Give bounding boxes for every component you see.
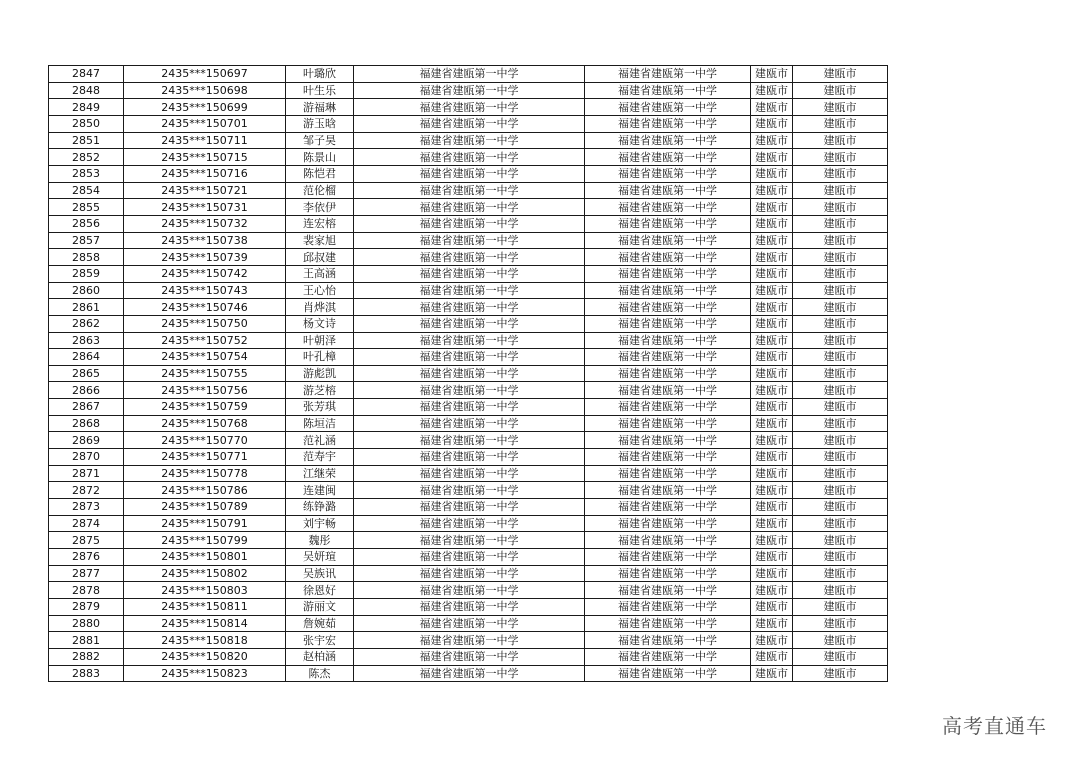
cell-city-a: 建瓯市 [751, 82, 793, 99]
cell-city-a: 建瓯市 [751, 149, 793, 166]
table-row [49, 415, 888, 432]
cell-city-a: 建瓯市 [751, 349, 793, 366]
cell-id: 2435***150698 [124, 82, 286, 99]
cell-city-b: 建瓯市 [793, 365, 888, 382]
cell-id: 2435***150778 [124, 465, 286, 482]
records-body [49, 66, 888, 682]
cell-city-b: 建瓯市 [793, 132, 888, 149]
table-row [49, 299, 888, 316]
cell-city-b: 建瓯市 [793, 565, 888, 582]
cell-name: 游芝榕 [286, 382, 354, 399]
cell-school-a: 福建省建瓯第一中学 [354, 115, 585, 132]
cell-school-b: 福建省建瓯第一中学 [585, 632, 751, 649]
cell-id: 2435***150754 [124, 349, 286, 366]
cell-id: 2435***150731 [124, 199, 286, 216]
cell-seq: 2855 [49, 199, 124, 216]
cell-school-a: 福建省建瓯第一中学 [354, 199, 585, 216]
table-row [49, 515, 888, 532]
cell-seq: 2874 [49, 515, 124, 532]
cell-city-b: 建瓯市 [793, 432, 888, 449]
cell-city-b: 建瓯市 [793, 149, 888, 166]
cell-name: 邱叔建 [286, 249, 354, 266]
cell-city-a: 建瓯市 [751, 265, 793, 282]
cell-school-b: 福建省建瓯第一中学 [585, 449, 751, 466]
cell-name: 叶孔樟 [286, 349, 354, 366]
table-row [49, 615, 888, 632]
cell-seq: 2873 [49, 499, 124, 516]
cell-seq: 2859 [49, 265, 124, 282]
cell-school-a: 福建省建瓯第一中学 [354, 465, 585, 482]
cell-id: 2435***150768 [124, 415, 286, 432]
cell-id: 2435***150711 [124, 132, 286, 149]
cell-id: 2435***150786 [124, 482, 286, 499]
cell-school-b: 福建省建瓯第一中学 [585, 115, 751, 132]
cell-seq: 2848 [49, 82, 124, 99]
cell-name: 叶璐欣 [286, 66, 354, 83]
cell-school-b: 福建省建瓯第一中学 [585, 282, 751, 299]
cell-school-a: 福建省建瓯第一中学 [354, 299, 585, 316]
table-row [49, 665, 888, 682]
table-row [49, 282, 888, 299]
cell-city-b: 建瓯市 [793, 165, 888, 182]
cell-seq: 2849 [49, 99, 124, 116]
cell-city-a: 建瓯市 [751, 482, 793, 499]
cell-school-a: 福建省建瓯第一中学 [354, 315, 585, 332]
cell-school-a: 福建省建瓯第一中学 [354, 249, 585, 266]
cell-school-b: 福建省建瓯第一中学 [585, 349, 751, 366]
cell-school-b: 福建省建瓯第一中学 [585, 465, 751, 482]
cell-school-a: 福建省建瓯第一中学 [354, 432, 585, 449]
cell-school-b: 福建省建瓯第一中学 [585, 215, 751, 232]
cell-school-a: 福建省建瓯第一中学 [354, 615, 585, 632]
table-row [49, 382, 888, 399]
cell-school-b: 福建省建瓯第一中学 [585, 565, 751, 582]
cell-id: 2435***150738 [124, 232, 286, 249]
cell-school-b: 福建省建瓯第一中学 [585, 415, 751, 432]
cell-name: 裴家旭 [286, 232, 354, 249]
table-row [49, 215, 888, 232]
cell-city-b: 建瓯市 [793, 115, 888, 132]
cell-name: 叶朝泽 [286, 332, 354, 349]
table-row [49, 582, 888, 599]
cell-school-b: 福建省建瓯第一中学 [585, 499, 751, 516]
cell-seq: 2875 [49, 532, 124, 549]
cell-city-a: 建瓯市 [751, 66, 793, 83]
cell-school-b: 福建省建瓯第一中学 [585, 549, 751, 566]
table-row [49, 149, 888, 166]
cell-seq: 2877 [49, 565, 124, 582]
cell-city-b: 建瓯市 [793, 215, 888, 232]
cell-city-a: 建瓯市 [751, 415, 793, 432]
cell-id: 2435***150715 [124, 149, 286, 166]
cell-school-a: 福建省建瓯第一中学 [354, 365, 585, 382]
cell-seq: 2854 [49, 182, 124, 199]
cell-id: 2435***150716 [124, 165, 286, 182]
cell-city-b: 建瓯市 [793, 182, 888, 199]
cell-city-b: 建瓯市 [793, 349, 888, 366]
cell-seq: 2853 [49, 165, 124, 182]
cell-city-b: 建瓯市 [793, 315, 888, 332]
cell-city-a: 建瓯市 [751, 648, 793, 665]
cell-school-b: 福建省建瓯第一中学 [585, 648, 751, 665]
cell-name: 连建闽 [286, 482, 354, 499]
cell-city-b: 建瓯市 [793, 66, 888, 83]
cell-school-a: 福建省建瓯第一中学 [354, 349, 585, 366]
cell-school-b: 福建省建瓯第一中学 [585, 382, 751, 399]
cell-city-a: 建瓯市 [751, 249, 793, 266]
cell-city-b: 建瓯市 [793, 282, 888, 299]
cell-seq: 2872 [49, 482, 124, 499]
cell-city-a: 建瓯市 [751, 132, 793, 149]
cell-name: 范伦榴 [286, 182, 354, 199]
cell-city-b: 建瓯市 [793, 532, 888, 549]
cell-seq: 2858 [49, 249, 124, 266]
cell-school-b: 福建省建瓯第一中学 [585, 615, 751, 632]
table-row [49, 648, 888, 665]
cell-name: 王高涵 [286, 265, 354, 282]
cell-city-a: 建瓯市 [751, 499, 793, 516]
cell-city-b: 建瓯市 [793, 332, 888, 349]
cell-city-a: 建瓯市 [751, 365, 793, 382]
cell-school-a: 福建省建瓯第一中学 [354, 632, 585, 649]
cell-id: 2435***150820 [124, 648, 286, 665]
table-row [49, 99, 888, 116]
cell-city-b: 建瓯市 [793, 415, 888, 432]
cell-name: 游丽文 [286, 599, 354, 616]
table-row [49, 532, 888, 549]
cell-city-b: 建瓯市 [793, 515, 888, 532]
cell-school-b: 福建省建瓯第一中学 [585, 199, 751, 216]
cell-city-b: 建瓯市 [793, 382, 888, 399]
cell-id: 2435***150789 [124, 499, 286, 516]
cell-name: 吴妍瑄 [286, 549, 354, 566]
cell-seq: 2868 [49, 415, 124, 432]
table-row [49, 549, 888, 566]
cell-city-b: 建瓯市 [793, 599, 888, 616]
cell-school-b: 福建省建瓯第一中学 [585, 515, 751, 532]
cell-city-a: 建瓯市 [751, 515, 793, 532]
cell-school-a: 福建省建瓯第一中学 [354, 582, 585, 599]
cell-city-a: 建瓯市 [751, 382, 793, 399]
cell-city-a: 建瓯市 [751, 399, 793, 416]
cell-school-b: 福建省建瓯第一中学 [585, 165, 751, 182]
cell-seq: 2871 [49, 465, 124, 482]
cell-id: 2435***150699 [124, 99, 286, 116]
cell-city-a: 建瓯市 [751, 615, 793, 632]
cell-seq: 2879 [49, 599, 124, 616]
records-table [48, 65, 888, 682]
table-row [49, 565, 888, 582]
cell-city-a: 建瓯市 [751, 599, 793, 616]
cell-id: 2435***150732 [124, 215, 286, 232]
table-row [49, 132, 888, 149]
cell-city-b: 建瓯市 [793, 582, 888, 599]
cell-seq: 2881 [49, 632, 124, 649]
cell-id: 2435***150801 [124, 549, 286, 566]
table-row [49, 332, 888, 349]
cell-seq: 2876 [49, 549, 124, 566]
cell-city-b: 建瓯市 [793, 199, 888, 216]
cell-school-a: 福建省建瓯第一中学 [354, 82, 585, 99]
cell-name: 王心怡 [286, 282, 354, 299]
cell-school-a: 福建省建瓯第一中学 [354, 66, 585, 83]
cell-city-a: 建瓯市 [751, 332, 793, 349]
cell-name: 吴族讯 [286, 565, 354, 582]
cell-city-b: 建瓯市 [793, 615, 888, 632]
cell-name: 李依伊 [286, 199, 354, 216]
table-row [49, 349, 888, 366]
cell-seq: 2862 [49, 315, 124, 332]
cell-name: 范寿宇 [286, 449, 354, 466]
cell-school-a: 福建省建瓯第一中学 [354, 149, 585, 166]
cell-id: 2435***150818 [124, 632, 286, 649]
cell-school-b: 福建省建瓯第一中学 [585, 265, 751, 282]
cell-seq: 2857 [49, 232, 124, 249]
cell-city-b: 建瓯市 [793, 232, 888, 249]
cell-name: 连宏榕 [286, 215, 354, 232]
watermark: 高考直通车 [942, 714, 1047, 738]
cell-name: 邹子昊 [286, 132, 354, 149]
cell-city-a: 建瓯市 [751, 282, 793, 299]
cell-name: 江继荣 [286, 465, 354, 482]
cell-school-b: 福建省建瓯第一中学 [585, 482, 751, 499]
cell-seq: 2856 [49, 215, 124, 232]
cell-school-a: 福建省建瓯第一中学 [354, 515, 585, 532]
cell-name: 徐恩好 [286, 582, 354, 599]
cell-school-a: 福建省建瓯第一中学 [354, 648, 585, 665]
cell-name: 陈恺君 [286, 165, 354, 182]
cell-city-a: 建瓯市 [751, 549, 793, 566]
cell-school-b: 福建省建瓯第一中学 [585, 299, 751, 316]
cell-name: 魏彤 [286, 532, 354, 549]
cell-school-a: 福建省建瓯第一中学 [354, 282, 585, 299]
table-row [49, 66, 888, 83]
cell-school-b: 福建省建瓯第一中学 [585, 665, 751, 682]
cell-id: 2435***150739 [124, 249, 286, 266]
cell-city-a: 建瓯市 [751, 182, 793, 199]
cell-school-a: 福建省建瓯第一中学 [354, 332, 585, 349]
table-row [49, 499, 888, 516]
cell-school-a: 福建省建瓯第一中学 [354, 599, 585, 616]
cell-city-a: 建瓯市 [751, 215, 793, 232]
table-row [49, 82, 888, 99]
cell-id: 2435***150756 [124, 382, 286, 399]
cell-city-a: 建瓯市 [751, 315, 793, 332]
cell-city-a: 建瓯市 [751, 532, 793, 549]
cell-name: 游玉晗 [286, 115, 354, 132]
cell-city-b: 建瓯市 [793, 82, 888, 99]
cell-id: 2435***150742 [124, 265, 286, 282]
table-row [49, 599, 888, 616]
cell-name: 范礼涵 [286, 432, 354, 449]
cell-city-a: 建瓯市 [751, 665, 793, 682]
cell-id: 2435***150770 [124, 432, 286, 449]
cell-id: 2435***150750 [124, 315, 286, 332]
cell-city-b: 建瓯市 [793, 499, 888, 516]
cell-city-b: 建瓯市 [793, 249, 888, 266]
cell-school-a: 福建省建瓯第一中学 [354, 382, 585, 399]
table-row [49, 165, 888, 182]
cell-seq: 2847 [49, 66, 124, 83]
cell-school-b: 福建省建瓯第一中学 [585, 365, 751, 382]
cell-id: 2435***150803 [124, 582, 286, 599]
cell-school-b: 福建省建瓯第一中学 [585, 66, 751, 83]
cell-id: 2435***150746 [124, 299, 286, 316]
cell-school-b: 福建省建瓯第一中学 [585, 315, 751, 332]
cell-school-b: 福建省建瓯第一中学 [585, 99, 751, 116]
cell-name: 陈景山 [286, 149, 354, 166]
cell-city-a: 建瓯市 [751, 582, 793, 599]
cell-school-b: 福建省建瓯第一中学 [585, 82, 751, 99]
table-row [49, 399, 888, 416]
cell-school-b: 福建省建瓯第一中学 [585, 532, 751, 549]
cell-name: 叶生乐 [286, 82, 354, 99]
cell-name: 刘宇畅 [286, 515, 354, 532]
cell-city-a: 建瓯市 [751, 199, 793, 216]
cell-name: 张宇宏 [286, 632, 354, 649]
cell-seq: 2869 [49, 432, 124, 449]
cell-id: 2435***150701 [124, 115, 286, 132]
cell-school-a: 福建省建瓯第一中学 [354, 549, 585, 566]
table-row [49, 465, 888, 482]
cell-school-a: 福建省建瓯第一中学 [354, 165, 585, 182]
cell-name: 游彪凯 [286, 365, 354, 382]
cell-name: 詹婉茹 [286, 615, 354, 632]
cell-city-b: 建瓯市 [793, 632, 888, 649]
cell-name: 赵柏涵 [286, 648, 354, 665]
cell-id: 2435***150697 [124, 66, 286, 83]
cell-school-a: 福建省建瓯第一中学 [354, 99, 585, 116]
cell-school-a: 福建省建瓯第一中学 [354, 182, 585, 199]
cell-city-b: 建瓯市 [793, 665, 888, 682]
cell-school-a: 福建省建瓯第一中学 [354, 415, 585, 432]
cell-city-a: 建瓯市 [751, 432, 793, 449]
cell-school-a: 福建省建瓯第一中学 [354, 482, 585, 499]
cell-city-b: 建瓯市 [793, 265, 888, 282]
cell-school-b: 福建省建瓯第一中学 [585, 132, 751, 149]
cell-city-a: 建瓯市 [751, 99, 793, 116]
cell-name: 杨文诗 [286, 315, 354, 332]
cell-seq: 2882 [49, 648, 124, 665]
cell-seq: 2850 [49, 115, 124, 132]
table-row [49, 449, 888, 466]
cell-school-b: 福建省建瓯第一中学 [585, 182, 751, 199]
cell-id: 2435***150799 [124, 532, 286, 549]
cell-id: 2435***150791 [124, 515, 286, 532]
cell-name: 肖烨淇 [286, 299, 354, 316]
cell-name: 张芳琪 [286, 399, 354, 416]
cell-school-b: 福建省建瓯第一中学 [585, 232, 751, 249]
cell-school-a: 福建省建瓯第一中学 [354, 132, 585, 149]
table-row [49, 232, 888, 249]
cell-seq: 2867 [49, 399, 124, 416]
cell-city-a: 建瓯市 [751, 115, 793, 132]
cell-city-b: 建瓯市 [793, 648, 888, 665]
cell-school-a: 福建省建瓯第一中学 [354, 399, 585, 416]
cell-city-b: 建瓯市 [793, 482, 888, 499]
table-row [49, 249, 888, 266]
cell-seq: 2860 [49, 282, 124, 299]
cell-city-b: 建瓯市 [793, 299, 888, 316]
cell-city-b: 建瓯市 [793, 399, 888, 416]
cell-school-a: 福建省建瓯第一中学 [354, 449, 585, 466]
table-row [49, 315, 888, 332]
cell-school-a: 福建省建瓯第一中学 [354, 665, 585, 682]
cell-seq: 2864 [49, 349, 124, 366]
cell-school-a: 福建省建瓯第一中学 [354, 215, 585, 232]
cell-id: 2435***150743 [124, 282, 286, 299]
cell-id: 2435***150814 [124, 615, 286, 632]
cell-school-a: 福建省建瓯第一中学 [354, 532, 585, 549]
cell-name: 陈垣洁 [286, 415, 354, 432]
cell-seq: 2878 [49, 582, 124, 599]
cell-school-b: 福建省建瓯第一中学 [585, 332, 751, 349]
cell-city-b: 建瓯市 [793, 99, 888, 116]
cell-city-a: 建瓯市 [751, 165, 793, 182]
cell-seq: 2852 [49, 149, 124, 166]
cell-school-a: 福建省建瓯第一中学 [354, 232, 585, 249]
cell-seq: 2861 [49, 299, 124, 316]
cell-city-a: 建瓯市 [751, 565, 793, 582]
cell-city-b: 建瓯市 [793, 549, 888, 566]
cell-school-a: 福建省建瓯第一中学 [354, 499, 585, 516]
cell-seq: 2865 [49, 365, 124, 382]
cell-school-b: 福建省建瓯第一中学 [585, 399, 751, 416]
cell-id: 2435***150759 [124, 399, 286, 416]
cell-seq: 2863 [49, 332, 124, 349]
cell-school-b: 福建省建瓯第一中学 [585, 149, 751, 166]
cell-name: 练铮潞 [286, 499, 354, 516]
cell-seq: 2880 [49, 615, 124, 632]
cell-city-a: 建瓯市 [751, 232, 793, 249]
table-row [49, 632, 888, 649]
cell-seq: 2866 [49, 382, 124, 399]
cell-seq: 2883 [49, 665, 124, 682]
cell-city-a: 建瓯市 [751, 449, 793, 466]
cell-id: 2435***150721 [124, 182, 286, 199]
cell-seq: 2851 [49, 132, 124, 149]
cell-name: 陈杰 [286, 665, 354, 682]
cell-city-a: 建瓯市 [751, 465, 793, 482]
cell-city-a: 建瓯市 [751, 299, 793, 316]
cell-school-a: 福建省建瓯第一中学 [354, 265, 585, 282]
table-row [49, 115, 888, 132]
cell-id: 2435***150802 [124, 565, 286, 582]
cell-id: 2435***150752 [124, 332, 286, 349]
cell-city-a: 建瓯市 [751, 632, 793, 649]
cell-id: 2435***150811 [124, 599, 286, 616]
cell-city-b: 建瓯市 [793, 449, 888, 466]
table-row [49, 199, 888, 216]
table-row [49, 265, 888, 282]
cell-school-b: 福建省建瓯第一中学 [585, 432, 751, 449]
cell-school-b: 福建省建瓯第一中学 [585, 599, 751, 616]
table-row [49, 182, 888, 199]
cell-school-b: 福建省建瓯第一中学 [585, 249, 751, 266]
cell-seq: 2870 [49, 449, 124, 466]
cell-id: 2435***150755 [124, 365, 286, 382]
cell-city-b: 建瓯市 [793, 465, 888, 482]
table-row [49, 482, 888, 499]
cell-id: 2435***150771 [124, 449, 286, 466]
table-row [49, 432, 888, 449]
table-row [49, 365, 888, 382]
cell-school-a: 福建省建瓯第一中学 [354, 565, 585, 582]
cell-id: 2435***150823 [124, 665, 286, 682]
cell-school-b: 福建省建瓯第一中学 [585, 582, 751, 599]
cell-name: 游福琳 [286, 99, 354, 116]
